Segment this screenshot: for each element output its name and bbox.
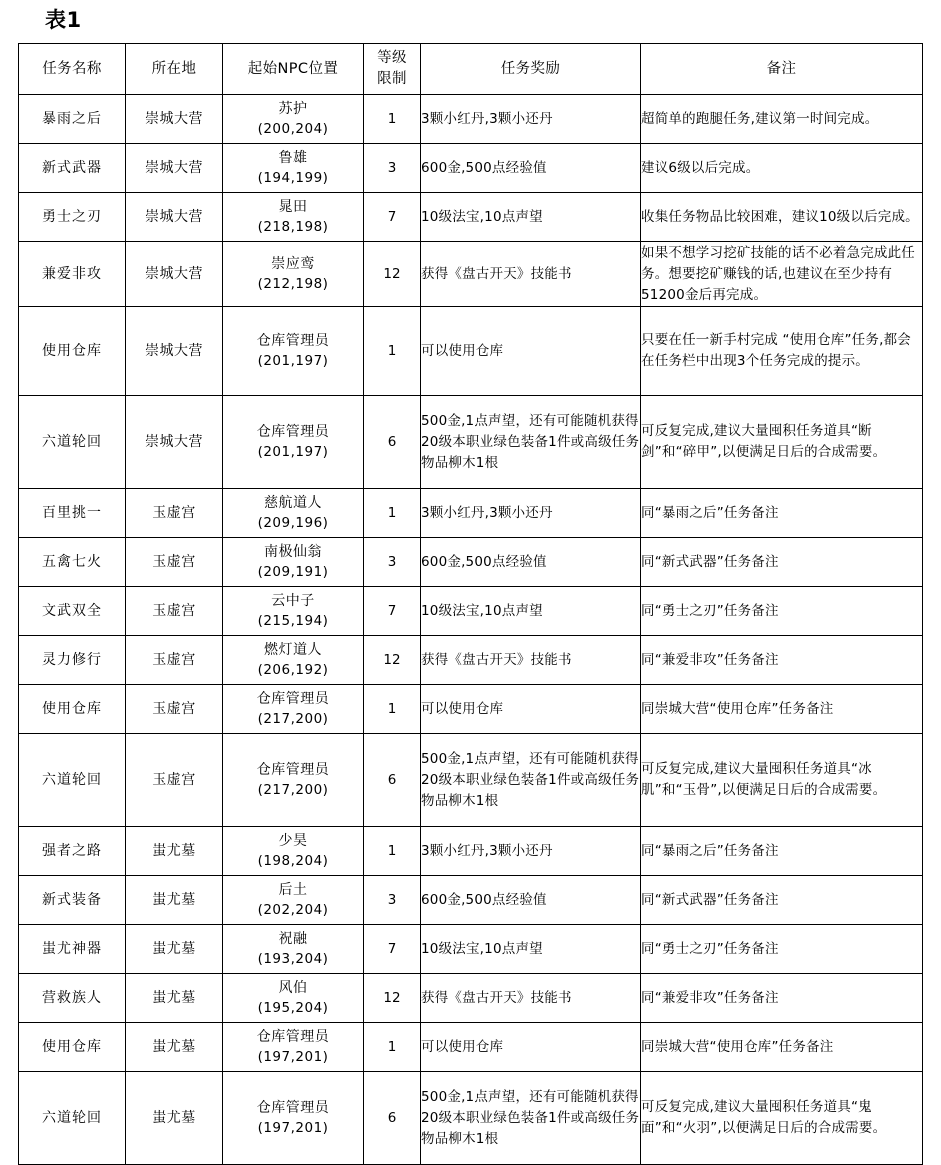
npc-name: 崇应鸾 xyxy=(271,256,315,272)
cell-reward: 获得《盘古开天》技能书 xyxy=(421,242,641,307)
cell-location: 蚩尤墓 xyxy=(126,1023,223,1072)
cell-quest-name: 六道轮回 xyxy=(19,734,126,827)
cell-remark: 收集任务物品比较困难，建议10级以后完成。 xyxy=(641,193,923,242)
cell-reward: 500金,1点声望，还有可能随机获得20级本职业绿色装备1件或高级任务物品柳木1根 xyxy=(421,734,641,827)
cell-location: 崇城大营 xyxy=(126,396,223,489)
cell-remark: 可反复完成,建议大量囤积任务道具“鬼面”和“火羽”,以便满足日后的合成需要。 xyxy=(641,1072,923,1165)
npc-coordinates: (206,192) xyxy=(257,662,329,678)
npc-name: 仓库管理员 xyxy=(256,691,330,707)
quest-table xyxy=(18,43,923,1165)
npc-name: 苏护 xyxy=(278,101,308,117)
cell-location: 崇城大营 xyxy=(126,307,223,396)
cell-quest-name: 蚩尤神器 xyxy=(19,925,126,974)
table-row xyxy=(19,1072,923,1165)
cell-reward: 10级法宝,10点声望 xyxy=(421,587,641,636)
npc-name: 南极仙翁 xyxy=(264,544,322,560)
cell-level-limit: 12 xyxy=(364,974,421,1023)
cell-quest-name: 暴雨之后 xyxy=(19,95,126,144)
cell-quest-name: 使用仓库 xyxy=(19,1023,126,1072)
table-row xyxy=(19,925,923,974)
table-row xyxy=(19,974,923,1023)
table-row xyxy=(19,636,923,685)
cell-quest-name: 勇士之刃 xyxy=(19,193,126,242)
cell-quest-name: 营救族人 xyxy=(19,974,126,1023)
cell-npc-position xyxy=(223,1023,364,1072)
cell-npc-position xyxy=(223,538,364,587)
cell-npc-position xyxy=(223,489,364,538)
cell-npc-position xyxy=(223,734,364,827)
npc-coordinates: (217,200) xyxy=(257,782,329,798)
cell-location: 崇城大营 xyxy=(126,144,223,193)
npc-coordinates: (193,204) xyxy=(257,951,329,967)
cell-reward: 500金,1点声望，还有可能随机获得20级本职业绿色装备1件或高级任务物品柳木1根 xyxy=(421,1072,641,1165)
cell-remark: 建议6级以后完成。 xyxy=(641,144,923,193)
npc-name: 燃灯道人 xyxy=(264,642,322,658)
column-header-reward: 任务奖励 xyxy=(421,44,641,95)
cell-location: 玉虚宫 xyxy=(126,685,223,734)
cell-remark: 同“勇士之刃”任务备注 xyxy=(641,587,923,636)
cell-remark: 只要在任一新手村完成 “使用仓库”任务,都会在任务栏中出现3个任务完成的提示。 xyxy=(641,307,923,396)
cell-reward: 获得《盘古开天》技能书 xyxy=(421,636,641,685)
npc-coordinates: (197,201) xyxy=(257,1049,329,1065)
npc-coordinates: (194,199) xyxy=(257,170,329,186)
column-header-location: 所在地 xyxy=(126,44,223,95)
cell-remark: 同“勇士之刃”任务备注 xyxy=(641,925,923,974)
cell-npc-position xyxy=(223,636,364,685)
npc-name: 风伯 xyxy=(278,980,308,996)
npc-name: 祝融 xyxy=(278,931,308,947)
cell-npc-position xyxy=(223,1072,364,1165)
table-row xyxy=(19,587,923,636)
column-header-level-limit xyxy=(364,44,421,95)
cell-remark: 同崇城大营“使用仓库”任务备注 xyxy=(641,685,923,734)
cell-level-limit: 1 xyxy=(364,95,421,144)
npc-coordinates: (195,204) xyxy=(257,1000,329,1016)
table-row xyxy=(19,734,923,827)
cell-remark: 可反复完成,建议大量囤积任务道具“断剑”和“碎甲”,以便满足日后的合成需要。 xyxy=(641,396,923,489)
cell-remark: 如果不想学习挖矿技能的话不必着急完成此任务。想要挖矿赚钱的话,也建议在至少持有51200金后再完成。 xyxy=(641,242,923,307)
table-row xyxy=(19,1023,923,1072)
table-row xyxy=(19,538,923,587)
cell-npc-position xyxy=(223,974,364,1023)
cell-level-limit: 3 xyxy=(364,538,421,587)
cell-location: 崇城大营 xyxy=(126,193,223,242)
table-header-row xyxy=(19,44,923,95)
cell-level-limit: 1 xyxy=(364,1023,421,1072)
cell-level-limit: 6 xyxy=(364,734,421,827)
cell-remark: 同“暴雨之后”任务备注 xyxy=(641,827,923,876)
cell-remark: 同“兼爱非攻”任务备注 xyxy=(641,974,923,1023)
cell-remark: 同“新式武器”任务备注 xyxy=(641,876,923,925)
table-header xyxy=(19,44,923,95)
cell-reward: 10级法宝,10点声望 xyxy=(421,925,641,974)
table-row xyxy=(19,827,923,876)
cell-quest-name: 五禽七火 xyxy=(19,538,126,587)
npc-name: 晁田 xyxy=(278,199,308,215)
npc-name: 仓库管理员 xyxy=(256,1029,330,1045)
cell-reward: 600金,500点经验值 xyxy=(421,538,641,587)
cell-location: 玉虚宫 xyxy=(126,538,223,587)
cell-remark: 同“暴雨之后”任务备注 xyxy=(641,489,923,538)
cell-level-limit: 3 xyxy=(364,876,421,925)
table-caption: 表1 xyxy=(45,8,82,32)
cell-quest-name: 六道轮回 xyxy=(19,1072,126,1165)
npc-coordinates: (215,194) xyxy=(257,613,329,629)
cell-npc-position xyxy=(223,95,364,144)
cell-npc-position xyxy=(223,685,364,734)
cell-remark: 超简单的跑腿任务,建议第一时间完成。 xyxy=(641,95,923,144)
cell-level-limit: 1 xyxy=(364,307,421,396)
npc-name: 少昊 xyxy=(278,833,308,849)
cell-level-limit: 1 xyxy=(364,489,421,538)
npc-name: 仓库管理员 xyxy=(256,333,330,349)
table-row xyxy=(19,876,923,925)
cell-location: 崇城大营 xyxy=(126,95,223,144)
cell-level-limit: 6 xyxy=(364,396,421,489)
cell-level-limit: 12 xyxy=(364,636,421,685)
table-row xyxy=(19,307,923,396)
table-row xyxy=(19,95,923,144)
column-header-level-limit-line2: 限制 xyxy=(377,71,407,87)
cell-reward: 3颗小红丹,3颗小还丹 xyxy=(421,95,641,144)
table-row xyxy=(19,489,923,538)
cell-reward: 获得《盘古开天》技能书 xyxy=(421,974,641,1023)
cell-reward: 3颗小红丹,3颗小还丹 xyxy=(421,489,641,538)
npc-coordinates: (218,198) xyxy=(257,219,329,235)
npc-coordinates: (200,204) xyxy=(257,121,329,137)
cell-reward: 600金,500点经验值 xyxy=(421,144,641,193)
cell-location: 玉虚宫 xyxy=(126,636,223,685)
cell-npc-position xyxy=(223,307,364,396)
npc-name: 云中子 xyxy=(271,593,315,609)
cell-npc-position xyxy=(223,193,364,242)
cell-level-limit: 3 xyxy=(364,144,421,193)
npc-coordinates: (201,197) xyxy=(257,444,329,460)
npc-coordinates: (209,191) xyxy=(257,564,329,580)
cell-quest-name: 强者之路 xyxy=(19,827,126,876)
cell-level-limit: 1 xyxy=(364,827,421,876)
npc-name: 鲁雄 xyxy=(278,150,308,166)
cell-level-limit: 7 xyxy=(364,925,421,974)
cell-quest-name: 百里挑一 xyxy=(19,489,126,538)
column-header-npc-position: 起始NPC位置 xyxy=(223,44,364,95)
cell-level-limit: 7 xyxy=(364,193,421,242)
cell-quest-name: 使用仓库 xyxy=(19,307,126,396)
cell-level-limit: 12 xyxy=(364,242,421,307)
cell-remark: 同“兼爱非攻”任务备注 xyxy=(641,636,923,685)
cell-npc-position xyxy=(223,144,364,193)
column-header-level-limit-line1: 等级 xyxy=(377,50,407,66)
cell-reward: 可以使用仓库 xyxy=(421,685,641,734)
cell-npc-position xyxy=(223,242,364,307)
cell-reward: 可以使用仓库 xyxy=(421,307,641,396)
npc-coordinates: (201,197) xyxy=(257,353,329,369)
npc-coordinates: (198,204) xyxy=(257,853,329,869)
table-row xyxy=(19,242,923,307)
cell-npc-position xyxy=(223,587,364,636)
cell-npc-position xyxy=(223,396,364,489)
npc-name: 仓库管理员 xyxy=(256,424,330,440)
cell-quest-name: 文武双全 xyxy=(19,587,126,636)
cell-npc-position xyxy=(223,827,364,876)
cell-location: 蚩尤墓 xyxy=(126,876,223,925)
table-row xyxy=(19,193,923,242)
cell-level-limit: 6 xyxy=(364,1072,421,1165)
cell-remark: 同崇城大营“使用仓库”任务备注 xyxy=(641,1023,923,1072)
column-header-remark: 备注 xyxy=(641,44,923,95)
cell-location: 崇城大营 xyxy=(126,242,223,307)
cell-location: 玉虚宫 xyxy=(126,489,223,538)
table-row xyxy=(19,685,923,734)
column-header-quest-name: 任务名称 xyxy=(19,44,126,95)
cell-quest-name: 新式武器 xyxy=(19,144,126,193)
cell-reward: 500金,1点声望，还有可能随机获得20级本职业绿色装备1件或高级任务物品柳木1根 xyxy=(421,396,641,489)
table-row xyxy=(19,144,923,193)
npc-coordinates: (197,201) xyxy=(257,1120,329,1136)
cell-location: 蚩尤墓 xyxy=(126,974,223,1023)
npc-name: 慈航道人 xyxy=(264,495,322,511)
cell-reward: 可以使用仓库 xyxy=(421,1023,641,1072)
cell-reward: 3颗小红丹,3颗小还丹 xyxy=(421,827,641,876)
cell-location: 玉虚宫 xyxy=(126,734,223,827)
cell-npc-position xyxy=(223,925,364,974)
cell-quest-name: 新式装备 xyxy=(19,876,126,925)
npc-coordinates: (202,204) xyxy=(257,902,329,918)
cell-quest-name: 六道轮回 xyxy=(19,396,126,489)
cell-location: 蚩尤墓 xyxy=(126,925,223,974)
cell-remark: 可反复完成,建议大量囤积任务道具“冰肌”和“玉骨”,以便满足日后的合成需要。 xyxy=(641,734,923,827)
table-row xyxy=(19,396,923,489)
npc-coordinates: (217,200) xyxy=(257,711,329,727)
table-body xyxy=(19,95,923,1165)
cell-quest-name: 使用仓库 xyxy=(19,685,126,734)
cell-level-limit: 1 xyxy=(364,685,421,734)
npc-name: 仓库管理员 xyxy=(256,1100,330,1116)
cell-quest-name: 兼爱非攻 xyxy=(19,242,126,307)
cell-quest-name: 灵力修行 xyxy=(19,636,126,685)
cell-npc-position xyxy=(223,876,364,925)
npc-coordinates: (212,198) xyxy=(257,276,329,292)
npc-name: 后土 xyxy=(278,882,308,898)
cell-location: 蚩尤墓 xyxy=(126,1072,223,1165)
npc-name: 仓库管理员 xyxy=(256,762,330,778)
cell-remark: 同“新式武器”任务备注 xyxy=(641,538,923,587)
cell-level-limit: 7 xyxy=(364,587,421,636)
cell-reward: 10级法宝,10点声望 xyxy=(421,193,641,242)
cell-reward: 600金,500点经验值 xyxy=(421,876,641,925)
cell-location: 玉虚宫 xyxy=(126,587,223,636)
cell-location: 蚩尤墓 xyxy=(126,827,223,876)
npc-coordinates: (209,196) xyxy=(257,515,329,531)
